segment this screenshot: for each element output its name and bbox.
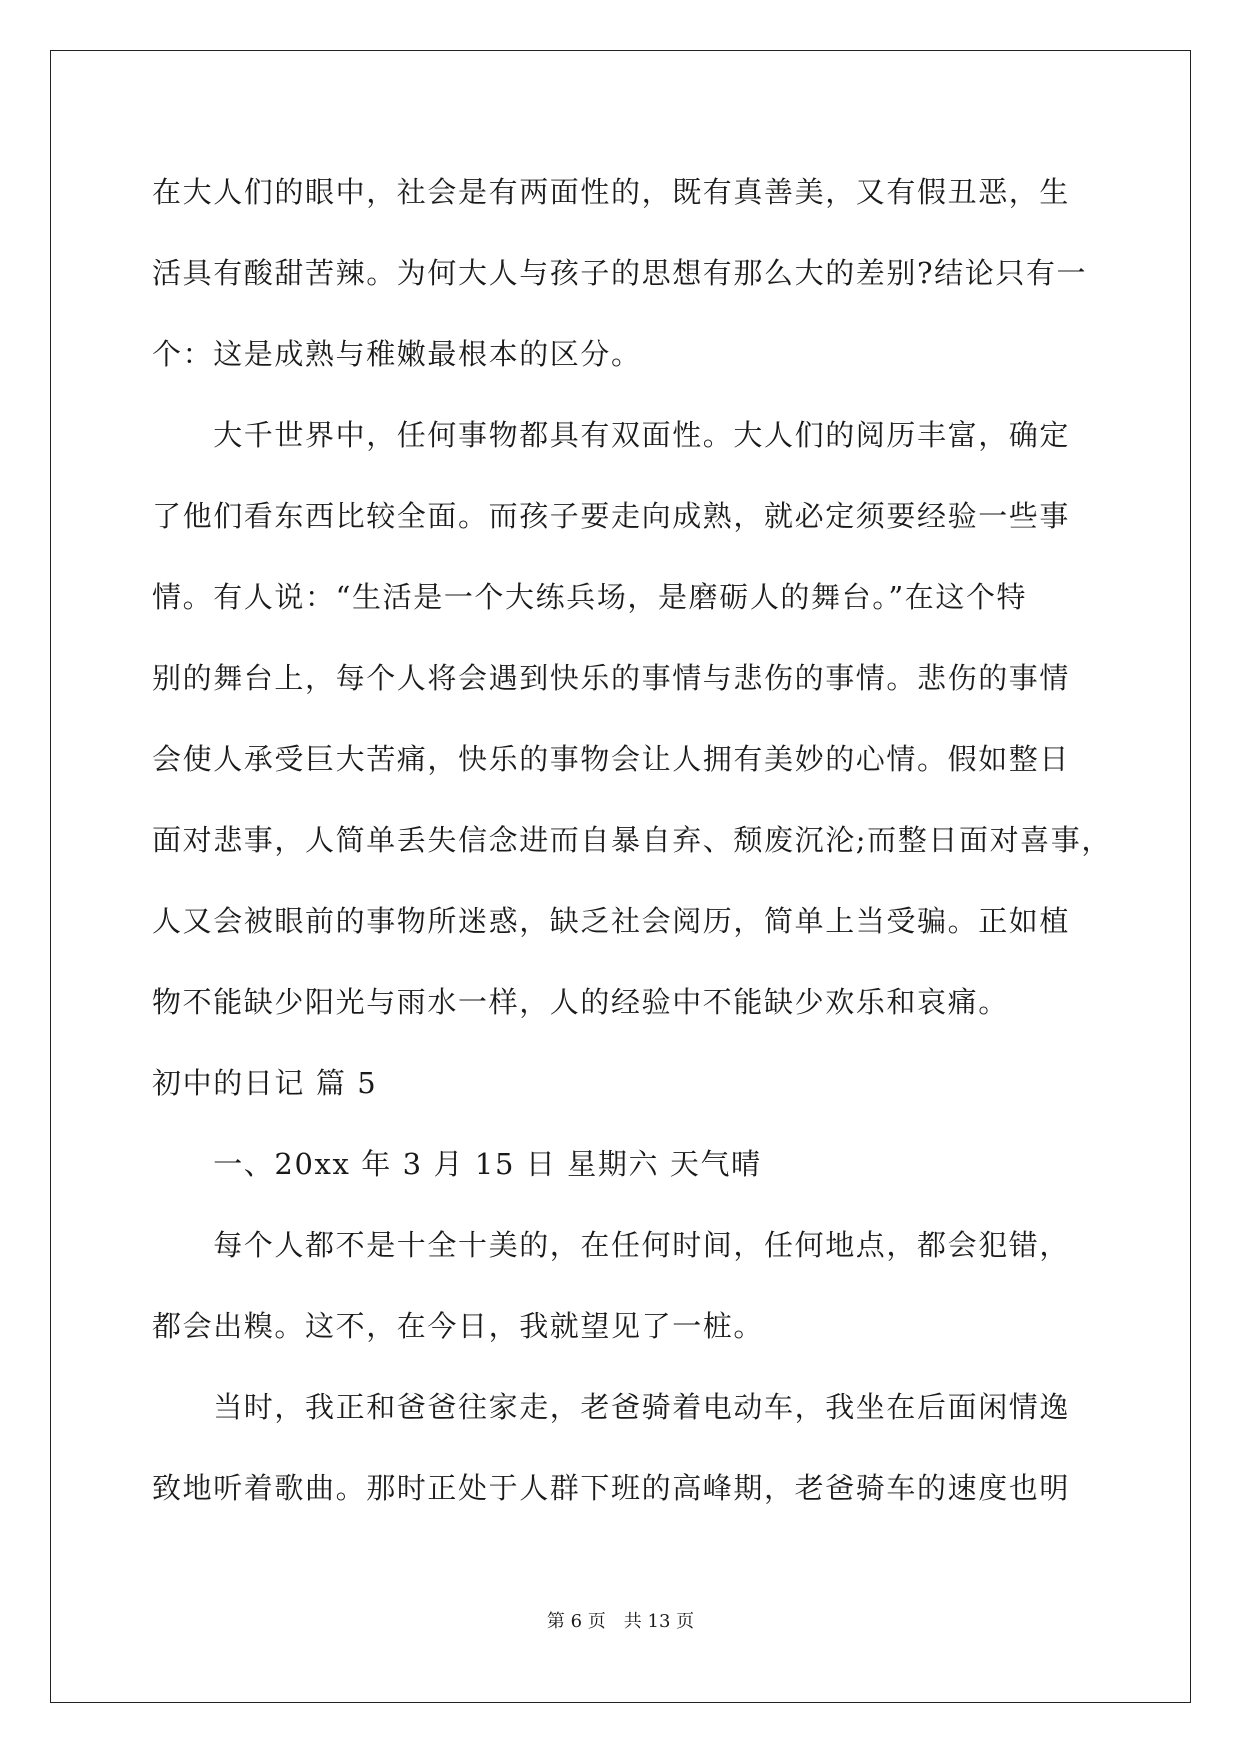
section-heading: 初中的日记 篇 5: [152, 1066, 378, 1100]
body-line-2: 活具有酸甜苦辣。为何大人与孩子的思想有那么大的差别?结论只有一: [152, 256, 1088, 290]
body-line-7: 别的舞台上，每个人将会遇到快乐的事情与悲伤的事情。悲伤的事情: [152, 661, 1071, 695]
body-line-8: 会使人承受巨大苦痛，快乐的事物会让人拥有美妙的心情。假如整日: [152, 742, 1071, 776]
body-line-5: 了他们看东西比较全面。而孩子要走向成熟，就必定须要经验一些事: [152, 499, 1071, 533]
diary-date-line: 一、20xx 年 3 月 15 日 星期六 天气晴: [152, 1147, 762, 1181]
body-line-14: 每个人都不是十全十美的，在任何时间，任何地点，都会犯错，: [152, 1228, 1071, 1262]
body-line-16: 当时，我正和爸爸往家走，老爸骑着电动车，我坐在后面闲情逸: [152, 1390, 1071, 1424]
body-line-15: 都会出糗。这不，在今日，我就望见了一桩。: [152, 1309, 765, 1343]
body-line-17: 致地听着歌曲。那时正处于人群下班的高峰期，老爸骑车的速度也明: [152, 1471, 1071, 1505]
body-line-6: 情。有人说：“生活是一个大练兵场，是磨砺人的舞台。”在这个特: [152, 580, 1028, 614]
body-line-3: 个：这是成熟与稚嫩最根本的区分。: [152, 337, 642, 371]
body-line-11: 物不能缺少阳光与雨水一样，人的经验中不能缺少欢乐和哀痛。: [152, 985, 1009, 1019]
page-border: [50, 50, 1191, 1703]
body-line-10: 人又会被眼前的事物所迷惑，缺乏社会阅历，简单上当受骗。正如植: [152, 904, 1071, 938]
body-line-9: 面对悲事，人简单丢失信念进而自暴自弃、颓废沉沦;而整日面对喜事，: [152, 823, 1112, 857]
page-number-footer: 第 6 页 共 13 页: [546, 1611, 695, 1632]
body-line-1: 在大人们的眼中，社会是有两面性的，既有真善美，又有假丑恶，生: [152, 175, 1071, 209]
body-line-4: 大千世界中，任何事物都具有双面性。大人们的阅历丰富，确定: [152, 418, 1071, 452]
